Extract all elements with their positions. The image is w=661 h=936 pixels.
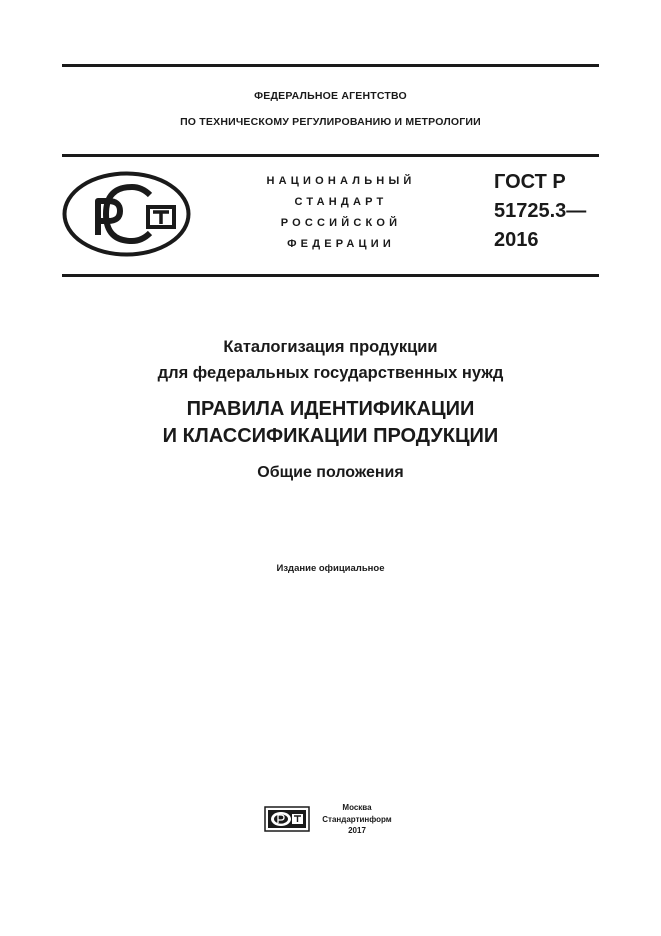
agency-line-1: ФЕДЕРАЛЬНОЕ АГЕНТСТВО: [254, 90, 407, 102]
national-standard-line: НАЦИОНАЛЬНЫЙ: [266, 175, 416, 187]
edition-label: Издание официальное: [276, 563, 385, 574]
agency-line-2: ПО ТЕХНИЧЕСКОМУ РЕГУЛИРОВАНИЮ И МЕТРОЛОГИИ: [180, 116, 481, 128]
document-subtitle: [62, 334, 599, 386]
top-rule: [62, 64, 599, 67]
publisher-name: Стандартинформ: [322, 814, 392, 824]
designation-line: ГОСТ Р: [494, 171, 566, 193]
publisher-info: [310, 802, 404, 837]
header-bottom-rule: [62, 274, 599, 277]
document-part-title: [62, 462, 599, 484]
standard-designation: [494, 168, 604, 255]
subtitle-line: Каталогизация продукции: [223, 338, 438, 356]
subtitle-line: для федеральных государственных нужд: [157, 364, 504, 382]
national-standard-line: СТАНДАРТ: [294, 196, 388, 208]
publisher-city: Москва: [342, 803, 372, 812]
part-title: Общие положения: [257, 464, 404, 481]
designation-line: 51725.3—: [494, 200, 587, 222]
title-line: И КЛАССИФИКАЦИИ ПРОДУКЦИИ: [162, 425, 499, 447]
gost-r-certification-mark-icon: [62, 171, 191, 257]
title-line: ПРАВИЛА ИДЕНТИФИКАЦИИ: [186, 398, 475, 420]
national-standard-line: РОССИЙСКОЙ: [280, 217, 402, 229]
national-standard-label: [236, 171, 446, 255]
standartinform-logo-icon: [264, 806, 310, 832]
publisher-year: 2017: [348, 826, 366, 835]
document-title: [62, 396, 599, 450]
header-rule: [62, 154, 599, 157]
national-standard-line: ФЕДЕРАЦИИ: [287, 238, 395, 250]
designation-line: 2016: [494, 229, 539, 251]
